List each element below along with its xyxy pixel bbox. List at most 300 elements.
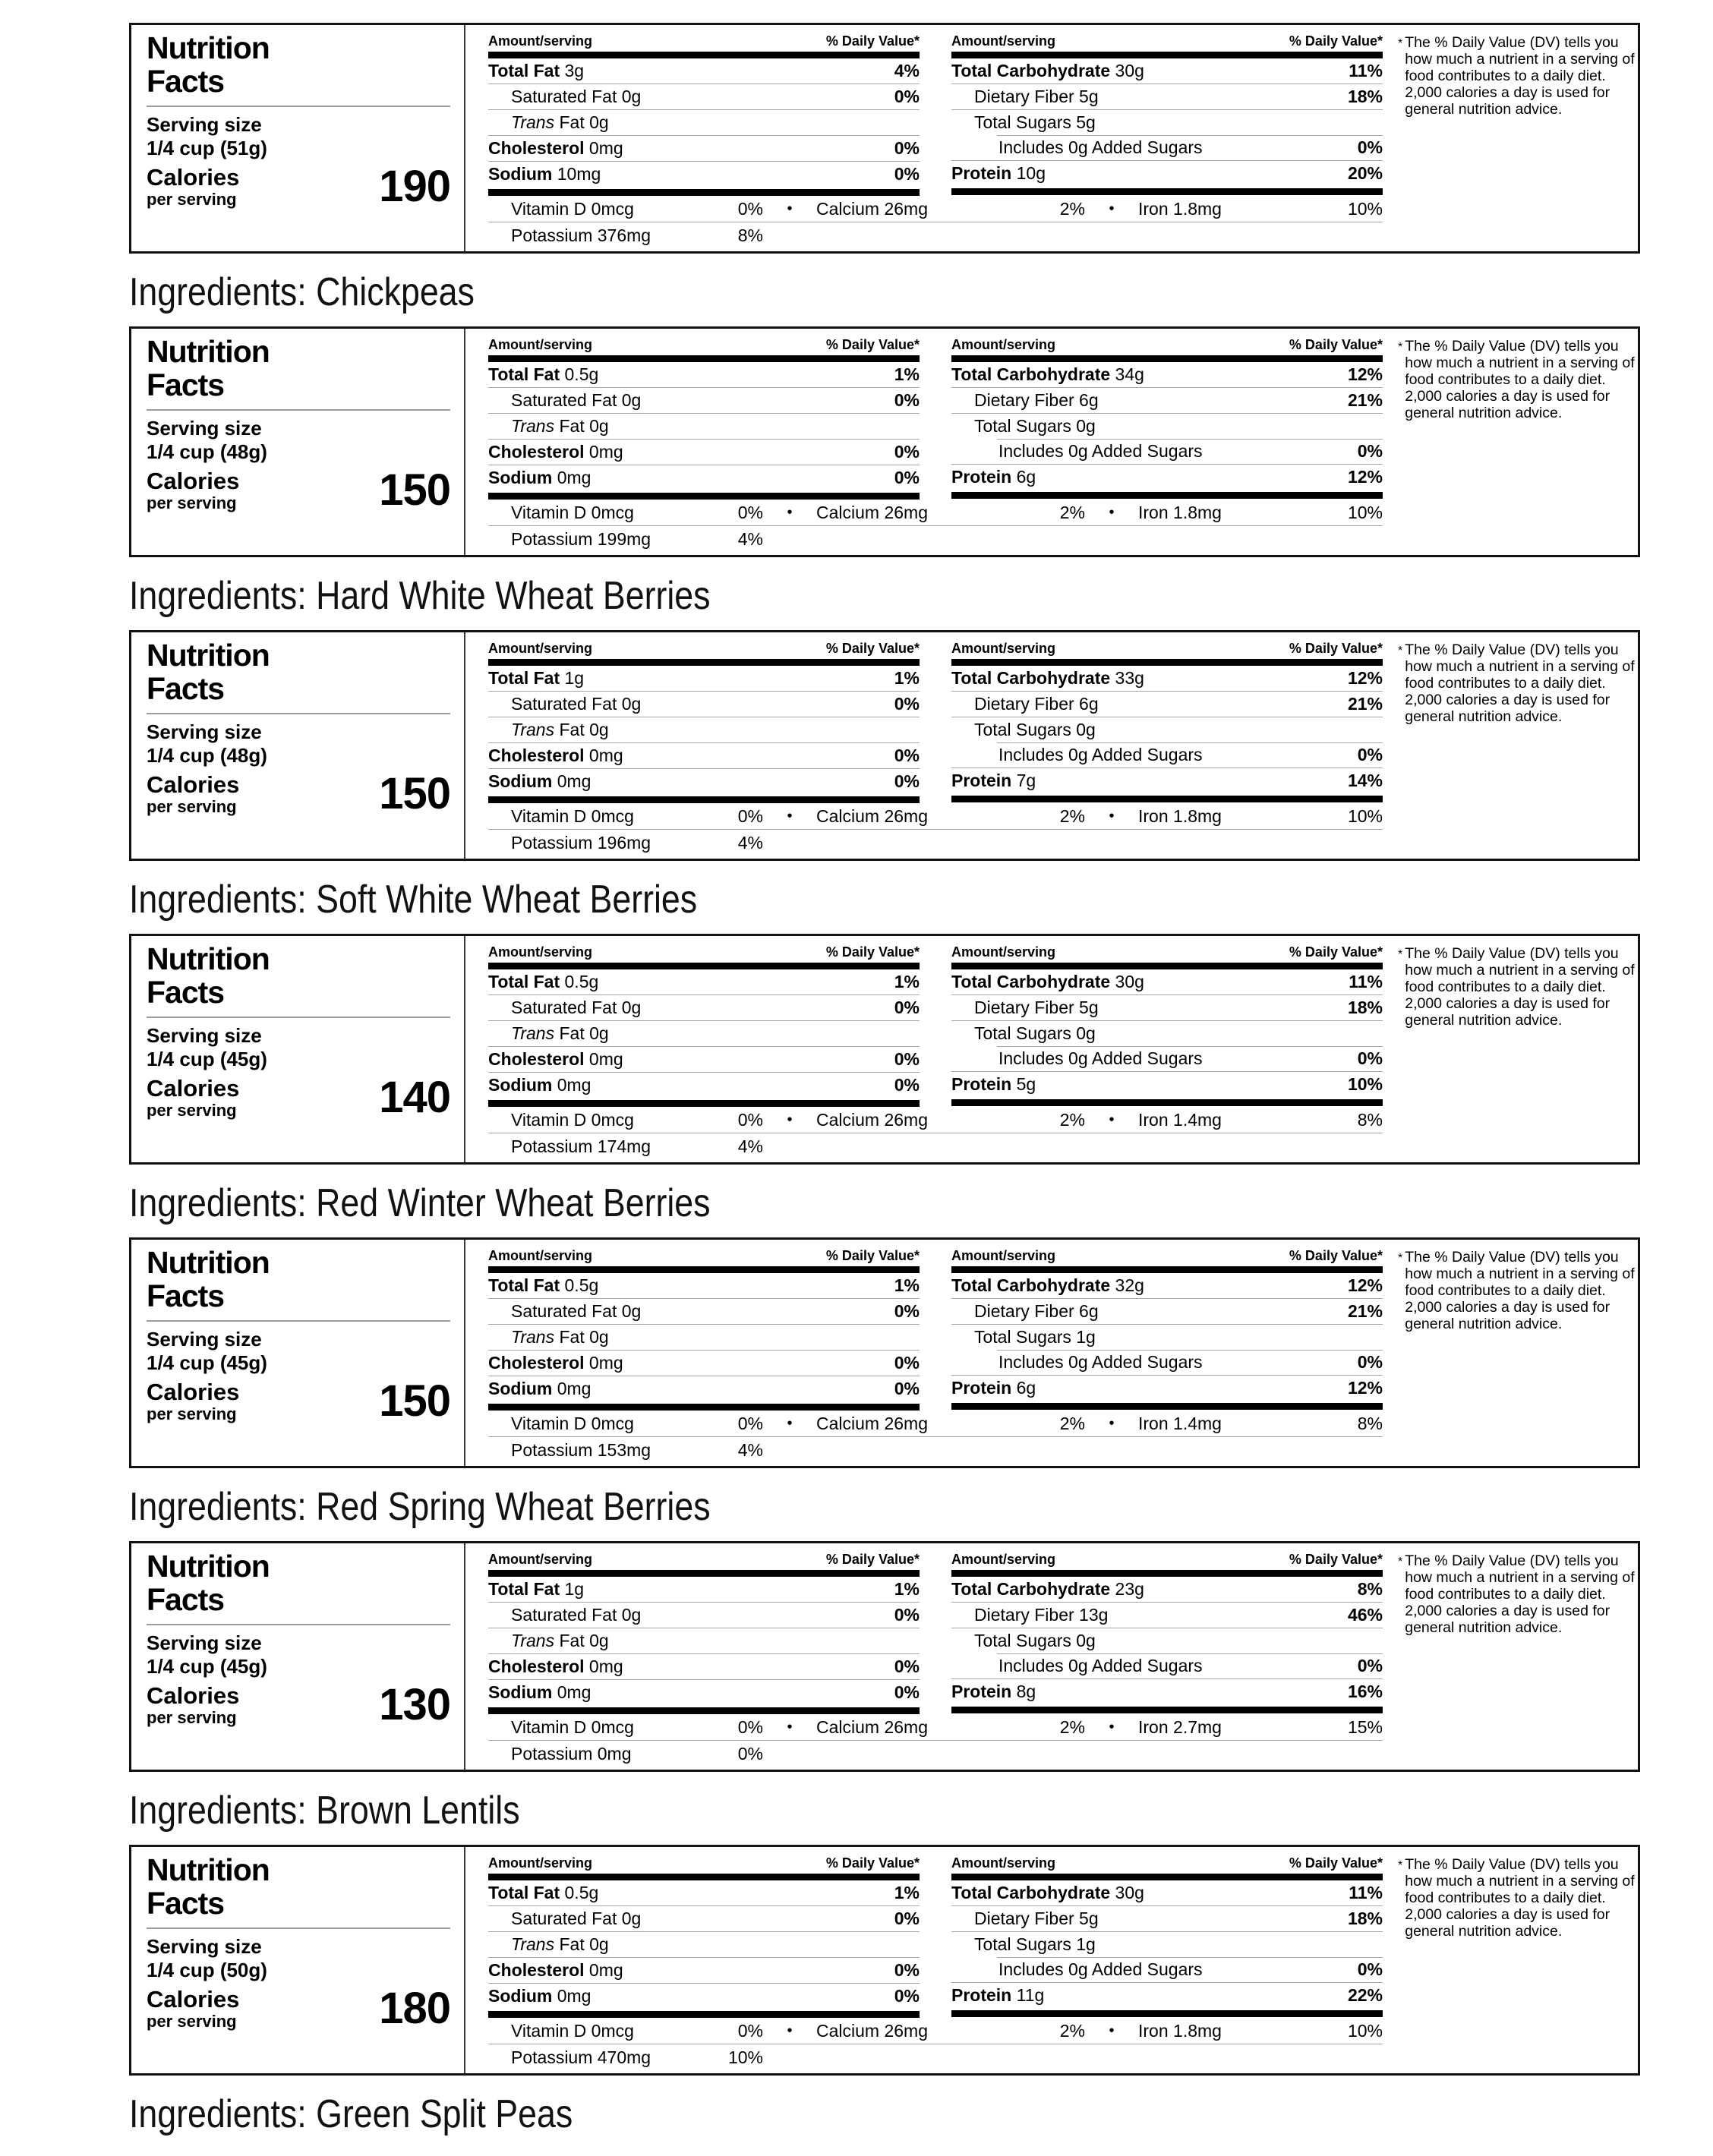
cholesterol-dv: 0% — [894, 1353, 920, 1373]
total-fat-amount: 1g — [564, 668, 585, 688]
total-carbohydrate-dv: 11% — [1349, 1883, 1383, 1902]
iron-text: Iron 1.8mg — [1138, 805, 1222, 826]
dietary-fiber-label: Dietary Fiber — [974, 87, 1074, 106]
cholesterol-label: Cholesterol — [488, 1049, 585, 1069]
daily-value-header: % Daily Value* — [1289, 944, 1383, 960]
dietary-fiber-amount: 5g — [1079, 998, 1099, 1017]
dietary-fiber-row — [951, 1905, 1383, 1931]
micronutrients-row-1 — [488, 2018, 1383, 2044]
total-fat-amount: 0.5g — [564, 972, 599, 991]
fat-sodium-table — [488, 333, 920, 500]
table-header — [951, 333, 1383, 353]
micronutrients-row-1 — [488, 803, 1383, 829]
trans-fat-amount: 0g — [589, 416, 609, 436]
nutrient-tables-grid — [488, 30, 1383, 196]
thick-rule — [951, 1266, 1383, 1273]
thick-rule — [488, 1100, 920, 1107]
total-carbohydrate-amount: 30g — [1115, 61, 1144, 80]
vitamin-d-dv: 0% — [737, 1716, 763, 1737]
total-fat-amount: 1g — [564, 1579, 585, 1599]
total-fat-dv: 1% — [894, 1883, 920, 1902]
trans-fat-row — [488, 413, 920, 439]
iron-text: Iron 1.8mg — [1138, 2020, 1222, 2041]
serving-size — [147, 417, 450, 464]
dietary-fiber-row — [951, 1602, 1383, 1628]
potassium-dv: 4% — [737, 1136, 763, 1156]
nutrient-tables-grid — [488, 1548, 1383, 1714]
serving-size — [147, 720, 450, 768]
cholesterol-label: Cholesterol — [488, 1656, 585, 1676]
total-carbohydrate-row — [951, 58, 1383, 84]
nutrition-label-unit — [129, 326, 1640, 616]
iron-text: Iron 1.4mg — [1138, 1109, 1222, 1130]
amount-serving-header: Amount/serving — [951, 1248, 1056, 1263]
protein-label: Protein — [951, 1985, 1012, 2005]
nutrition-label-unit — [129, 23, 1640, 313]
added-sugars-row — [951, 1046, 1383, 1071]
sodium-amount: 10mg — [557, 164, 601, 184]
potassium-text: Potassium 0mg — [511, 1743, 632, 1764]
saturated-fat-row — [488, 1602, 920, 1628]
calcium-text: Calcium 26mg — [816, 805, 928, 826]
ingredients-prefix: Ingredients: — [129, 574, 307, 618]
nutrition-label-unit — [129, 934, 1640, 1224]
total-fat-label: Total Fat — [488, 1275, 560, 1295]
iron-dv: 10% — [1347, 198, 1383, 219]
sodium-row — [488, 1679, 920, 1705]
dietary-fiber-row — [951, 84, 1383, 109]
calcium-text: Calcium 26mg — [816, 1716, 928, 1737]
total-fat-dv: 1% — [894, 1579, 920, 1599]
total-carbohydrate-dv: 8% — [1357, 1579, 1383, 1599]
total-fat-label: Total Fat — [488, 364, 560, 384]
nutrition-facts-title — [147, 942, 450, 1009]
sodium-dv: 0% — [894, 1379, 920, 1398]
protein-row — [951, 1071, 1383, 1097]
total-fat-row — [488, 969, 920, 994]
carb-protein-table — [951, 333, 1383, 500]
title-line-1: Nutrition — [147, 638, 270, 673]
ingredient-name: Chickpeas — [316, 270, 475, 314]
serving-size-label: Serving size — [147, 1328, 262, 1351]
trans-fat-amount: 0g — [589, 1934, 609, 1954]
table-header — [488, 1244, 920, 1264]
added-sugars-dv: 0% — [1357, 1352, 1383, 1372]
serving-size-label: Serving size — [147, 1935, 262, 1958]
iron-dv: 10% — [1347, 805, 1383, 826]
nutrient-tables-grid — [488, 637, 1383, 803]
ingredients-heading — [129, 575, 1428, 616]
added-sugars-dv: 0% — [1357, 745, 1383, 764]
carb-protein-table — [951, 637, 1383, 803]
sodium-amount: 0mg — [557, 1379, 592, 1398]
table-header — [488, 941, 920, 960]
protein-label: Protein — [951, 163, 1012, 183]
sodium-amount: 0mg — [557, 1986, 592, 2006]
ingredients-prefix: Ingredients: — [129, 878, 307, 922]
serving-size-value: 1/4 cup (51g) — [147, 137, 267, 159]
amount-serving-header: Amount/serving — [951, 944, 1056, 960]
cholesterol-label: Cholesterol — [488, 745, 585, 765]
vitamin-d-dv: 0% — [737, 2020, 763, 2041]
nutrition-label-unit — [129, 1237, 1640, 1527]
cholesterol-dv: 0% — [894, 1049, 920, 1069]
micronutrients — [488, 196, 1383, 248]
saturated-fat-row — [488, 387, 920, 413]
table-header — [488, 333, 920, 353]
saturated-fat-amount: 0g — [621, 1909, 642, 1928]
sodium-label: Sodium — [488, 468, 553, 487]
sodium-row — [488, 1983, 920, 2009]
added-sugars-text: Includes 0g Added Sugars — [998, 1656, 1203, 1675]
bullet-icon: • — [1109, 2022, 1115, 2039]
ingredient-name: Green Split Peas — [316, 2092, 573, 2136]
calories-value: 180 — [379, 1984, 450, 2033]
nutrition-label-unit — [129, 630, 1640, 920]
total-carbohydrate-row — [951, 666, 1383, 691]
cholesterol-row — [488, 1653, 920, 1679]
calories-label: Calories — [147, 1379, 240, 1405]
labels-container — [129, 23, 1640, 2135]
added-sugars-text: Includes 0g Added Sugars — [998, 1959, 1203, 1979]
trans-fat-row — [488, 1020, 920, 1046]
total-fat-row — [488, 58, 920, 84]
sodium-row — [488, 465, 920, 490]
added-sugars-dv: 0% — [1357, 1959, 1383, 1979]
protein-amount: 11g — [1016, 1985, 1045, 2005]
thick-rule — [488, 1707, 920, 1714]
calories-value: 130 — [379, 1680, 450, 1729]
cholesterol-label: Cholesterol — [488, 138, 585, 158]
cholesterol-dv: 0% — [894, 745, 920, 765]
vitamin-d-text: Vitamin D 0mcg — [511, 2020, 634, 2041]
asterisk: * — [1398, 1859, 1403, 1872]
daily-value-header: % Daily Value* — [1289, 33, 1383, 49]
bullet-icon: • — [787, 200, 793, 217]
calcium-dv: 2% — [1059, 1413, 1085, 1433]
bullet-icon: • — [1109, 807, 1115, 824]
dietary-fiber-label: Dietary Fiber — [974, 998, 1074, 1017]
calories-label: Calories — [147, 771, 240, 798]
amount-serving-header: Amount/serving — [488, 944, 593, 960]
iron-dv: 15% — [1347, 1716, 1383, 1737]
ingredients-prefix: Ingredients: — [129, 1789, 307, 1833]
added-sugars-dv: 0% — [1357, 1656, 1383, 1675]
total-carbohydrate-amount: 33g — [1115, 668, 1144, 688]
label-left-column — [131, 632, 465, 859]
bullet-icon: • — [787, 1718, 793, 1735]
trans-rest: Fat — [559, 1023, 585, 1043]
bullet-icon: • — [787, 503, 793, 521]
serving-size-value: 1/4 cup (50g) — [147, 1959, 267, 1981]
table-header — [951, 1852, 1383, 1871]
saturated-fat-dv: 0% — [894, 694, 920, 714]
serving-size-label: Serving size — [147, 1024, 262, 1047]
calories-label: Calories — [147, 164, 240, 191]
daily-value-header: % Daily Value* — [1289, 1855, 1383, 1871]
total-fat-row — [488, 1880, 920, 1905]
amount-serving-header: Amount/serving — [951, 33, 1056, 49]
serving-size-value: 1/4 cup (45g) — [147, 1655, 267, 1678]
saturated-fat-label: Saturated Fat — [511, 694, 617, 714]
daily-value-footnote — [1392, 936, 1648, 1162]
potassium-text: Potassium 470mg — [511, 2047, 651, 2067]
total-sugars-amount: 0g — [1076, 720, 1096, 739]
nutrient-tables — [465, 632, 1392, 859]
serving-size-value: 1/4 cup (48g) — [147, 440, 267, 463]
trans-fat-row — [488, 717, 920, 742]
thick-rule — [951, 2010, 1383, 2017]
total-sugars-row — [951, 717, 1383, 742]
dietary-fiber-row — [951, 387, 1383, 413]
ingredients-heading — [129, 879, 1428, 920]
calories-value: 150 — [379, 769, 450, 818]
added-sugars-text: Includes 0g Added Sugars — [998, 441, 1203, 461]
saturated-fat-dv: 0% — [894, 1301, 920, 1321]
dietary-fiber-amount: 6g — [1079, 1301, 1099, 1321]
potassium-text: Potassium 174mg — [511, 1136, 651, 1156]
total-carbohydrate-row — [951, 1577, 1383, 1602]
cholesterol-amount: 0mg — [588, 1656, 623, 1676]
micronutrients-row-2 — [488, 1436, 1383, 1463]
amount-serving-header: Amount/serving — [488, 1855, 593, 1871]
total-fat-amount: 0.5g — [564, 364, 599, 384]
protein-amount: 5g — [1016, 1074, 1036, 1094]
trans-fat-row — [488, 1324, 920, 1350]
cholesterol-dv: 0% — [894, 138, 920, 158]
trans-fat-amount: 0g — [589, 1023, 609, 1043]
total-carbohydrate-label: Total Carbohydrate — [951, 364, 1111, 384]
footnote-text: The % Daily Value (DV) tells you how much a nutrient in a serving of food contributes to a daily diet. 2,000 calories a day is used for general nutrition advice. — [1405, 34, 1635, 118]
thick-rule — [488, 2011, 920, 2018]
footnote-text: The % Daily Value (DV) tells you how much a nutrient in a serving of food contributes to a daily diet. 2,000 calories a day is used for general nutrition advice. — [1405, 1856, 1635, 1940]
title-divider — [147, 713, 450, 714]
daily-value-header: % Daily Value* — [1289, 1248, 1383, 1263]
daily-value-footnote — [1392, 1543, 1648, 1770]
saturated-fat-amount: 0g — [621, 1301, 642, 1321]
saturated-fat-dv: 0% — [894, 1909, 920, 1928]
bullet-icon: • — [1109, 503, 1115, 521]
thick-rule — [488, 493, 920, 500]
dietary-fiber-dv: 18% — [1347, 998, 1383, 1017]
label-left-column — [131, 329, 465, 555]
nutrition-facts-title — [147, 1853, 450, 1920]
sodium-amount: 0mg — [557, 1682, 592, 1702]
calories-labels — [147, 468, 239, 512]
nutrient-tables — [465, 1543, 1392, 1770]
cholesterol-label: Cholesterol — [488, 1353, 585, 1373]
calories-label: Calories — [147, 468, 240, 494]
amount-serving-header: Amount/serving — [951, 337, 1056, 352]
total-sugars-amount: 5g — [1076, 112, 1096, 132]
potassium-text: Potassium 376mg — [511, 225, 651, 245]
total-fat-dv: 1% — [894, 1275, 920, 1295]
nutrition-facts-label — [129, 934, 1640, 1165]
thick-rule — [488, 1266, 920, 1273]
title-line-1: Nutrition — [147, 30, 270, 65]
total-sugars-label: Total Sugars — [974, 1934, 1071, 1954]
saturated-fat-dv: 0% — [894, 87, 920, 106]
total-carbohydrate-row — [951, 1880, 1383, 1905]
cholesterol-dv: 0% — [894, 1656, 920, 1676]
vitamin-d-text: Vitamin D 0mcg — [511, 1109, 634, 1130]
daily-value-header: % Daily Value* — [825, 1855, 920, 1871]
total-sugars-amount: 0g — [1076, 1631, 1096, 1650]
per-serving-label: per serving — [147, 493, 237, 512]
serving-size-label: Serving size — [147, 417, 262, 440]
title-line-2: Facts — [147, 975, 225, 1010]
dietary-fiber-label: Dietary Fiber — [974, 390, 1074, 410]
potassium-dv: 8% — [737, 225, 763, 245]
carb-protein-table — [951, 1244, 1383, 1411]
nutrition-facts-label — [129, 630, 1640, 861]
table-header — [951, 1244, 1383, 1264]
dietary-fiber-label: Dietary Fiber — [974, 694, 1074, 714]
nutrition-facts-label — [129, 1541, 1640, 1772]
protein-row — [951, 1678, 1383, 1704]
iron-text: Iron 1.8mg — [1138, 198, 1222, 219]
calcium-text: Calcium 26mg — [816, 2020, 928, 2041]
total-fat-amount: 0.5g — [564, 1883, 599, 1902]
dietary-fiber-row — [951, 1298, 1383, 1324]
vitamin-d-text: Vitamin D 0mcg — [511, 1413, 634, 1433]
micronutrients-row-2 — [488, 1740, 1383, 1767]
cholesterol-row — [488, 1350, 920, 1376]
nutrient-tables-grid — [488, 941, 1383, 1107]
serving-size-label: Serving size — [147, 1631, 262, 1654]
thick-rule — [488, 52, 920, 58]
per-serving-label: per serving — [147, 2012, 237, 2031]
thick-rule — [488, 659, 920, 666]
amount-serving-header: Amount/serving — [488, 1248, 593, 1263]
calories-labels — [147, 1987, 239, 2031]
iron-dv: 10% — [1347, 2020, 1383, 2041]
total-carbohydrate-amount: 30g — [1115, 972, 1144, 991]
micronutrients — [488, 1411, 1383, 1463]
asterisk: * — [1398, 948, 1403, 961]
calories-labels — [147, 1683, 239, 1727]
total-carbohydrate-label: Total Carbohydrate — [951, 1275, 1111, 1295]
daily-value-header: % Daily Value* — [825, 641, 920, 656]
total-sugars-amount: 0g — [1076, 416, 1096, 436]
serving-size-value: 1/4 cup (45g) — [147, 1351, 267, 1374]
saturated-fat-amount: 0g — [621, 1605, 642, 1625]
total-sugars-row — [951, 1324, 1383, 1350]
potassium-dv: 4% — [737, 1439, 763, 1460]
total-fat-label: Total Fat — [488, 1579, 560, 1599]
dietary-fiber-amount: 5g — [1079, 1909, 1099, 1928]
calories-labels — [147, 1076, 239, 1120]
sodium-dv: 0% — [894, 1075, 920, 1095]
potassium-text: Potassium 153mg — [511, 1439, 651, 1460]
daily-value-header: % Daily Value* — [825, 1552, 920, 1567]
title-divider — [147, 409, 450, 411]
cholesterol-row — [488, 742, 920, 768]
dietary-fiber-row — [951, 994, 1383, 1020]
trans-label: Trans — [511, 416, 555, 436]
total-fat-label: Total Fat — [488, 668, 560, 688]
ingredients-prefix: Ingredients: — [129, 2092, 307, 2136]
iron-text: Iron 1.4mg — [1138, 1413, 1222, 1433]
trans-label: Trans — [511, 1934, 555, 1954]
sodium-label: Sodium — [488, 1986, 553, 2006]
sodium-dv: 0% — [894, 771, 920, 791]
cholesterol-amount: 0mg — [588, 1353, 623, 1373]
cholesterol-row — [488, 1046, 920, 1072]
ingredients-heading — [129, 1790, 1428, 1831]
cholesterol-amount: 0mg — [588, 1049, 623, 1069]
total-sugars-row — [951, 1020, 1383, 1046]
total-sugars-row — [951, 1931, 1383, 1957]
dietary-fiber-amount: 5g — [1079, 87, 1099, 106]
protein-dv: 14% — [1347, 771, 1383, 790]
amount-serving-header: Amount/serving — [488, 33, 593, 49]
fat-sodium-table — [488, 1548, 920, 1714]
daily-value-header: % Daily Value* — [1289, 1552, 1383, 1567]
saturated-fat-label: Saturated Fat — [511, 998, 617, 1017]
trans-label: Trans — [511, 1023, 555, 1043]
total-carbohydrate-amount: 34g — [1115, 364, 1144, 384]
trans-fat-row — [488, 1931, 920, 1957]
micronutrients-row-1 — [488, 1107, 1383, 1133]
ingredients-prefix: Ingredients: — [129, 1485, 307, 1529]
calories-label: Calories — [147, 1075, 240, 1102]
per-serving-label: per serving — [147, 190, 237, 209]
total-fat-row — [488, 362, 920, 387]
sodium-amount: 0mg — [557, 1075, 592, 1095]
micronutrients — [488, 500, 1383, 552]
cholesterol-amount: 0mg — [588, 138, 623, 158]
sodium-row — [488, 1072, 920, 1098]
thick-rule — [951, 188, 1383, 195]
vitamin-d-text: Vitamin D 0mcg — [511, 502, 634, 522]
bullet-icon: • — [787, 2022, 793, 2039]
protein-amount: 8g — [1016, 1682, 1036, 1701]
total-sugars-amount: 1g — [1076, 1327, 1096, 1347]
daily-value-footnote — [1392, 25, 1648, 251]
saturated-fat-label: Saturated Fat — [511, 390, 617, 410]
dietary-fiber-amount: 6g — [1079, 694, 1099, 714]
saturated-fat-label: Saturated Fat — [511, 1301, 617, 1321]
nutrition-label-unit — [129, 1845, 1640, 2135]
thick-rule — [951, 1403, 1383, 1410]
added-sugars-dv: 0% — [1357, 137, 1383, 157]
protein-amount: 6g — [1016, 1378, 1036, 1398]
title-line-2: Facts — [147, 1582, 225, 1617]
carb-protein-table — [951, 1548, 1383, 1714]
serving-size — [147, 113, 450, 160]
sodium-label: Sodium — [488, 771, 553, 791]
thick-rule — [951, 492, 1383, 499]
protein-dv: 10% — [1347, 1074, 1383, 1094]
nutrition-facts-label — [129, 1237, 1640, 1468]
title-line-2: Facts — [147, 671, 225, 706]
daily-value-footnote — [1392, 1240, 1648, 1466]
total-fat-amount: 3g — [564, 61, 585, 80]
serving-size — [147, 1328, 450, 1375]
dietary-fiber-dv: 21% — [1347, 694, 1383, 714]
protein-row — [951, 1375, 1383, 1401]
total-carbohydrate-dv: 11% — [1349, 61, 1383, 80]
bullet-icon: • — [787, 807, 793, 824]
added-sugars-dv: 0% — [1357, 441, 1383, 461]
total-carbohydrate-row — [951, 969, 1383, 994]
total-fat-label: Total Fat — [488, 61, 560, 80]
iron-dv: 10% — [1347, 502, 1383, 522]
sodium-dv: 0% — [894, 1986, 920, 2006]
trans-rest: Fat — [559, 416, 585, 436]
saturated-fat-dv: 0% — [894, 1605, 920, 1625]
